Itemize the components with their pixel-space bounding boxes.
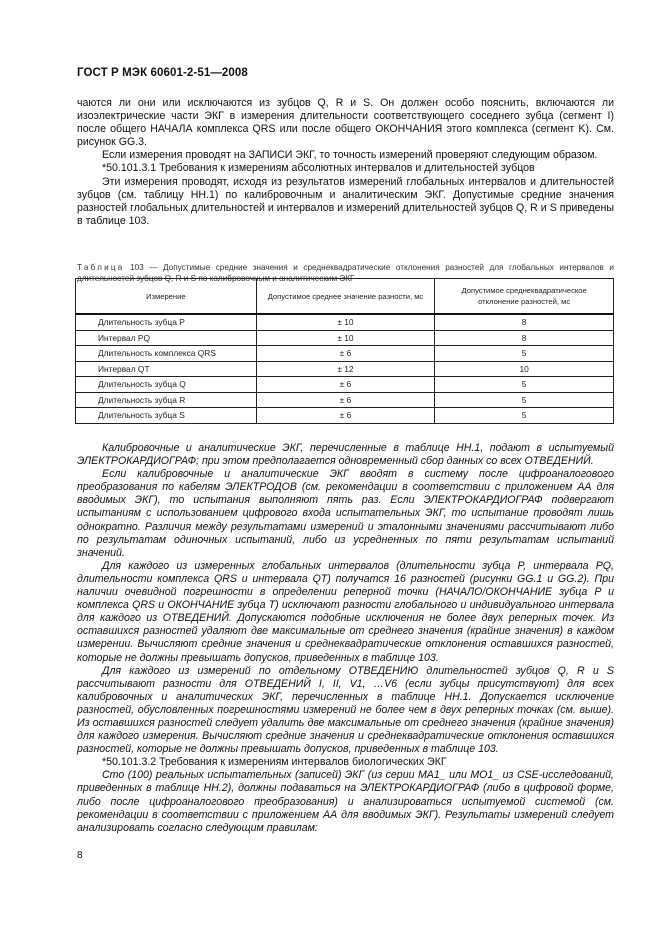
sd-cell: 8 bbox=[435, 330, 614, 346]
table-103 bbox=[75, 278, 614, 424]
column-header: Измерение bbox=[76, 279, 257, 315]
paragraph: Эти измерения проводят, исходя из результатов измерений глобальных интервалов и длительностей зубцов (см. таблицу НН.1) по калибровочным и аналитическим ЭКГ. Допустимые средние значения разностей глобальных длительностей и интервалов и измерений длительностей зубцов Q, R и S приведены в таблице 103. bbox=[77, 175, 614, 227]
mean-cell: ± 6 bbox=[256, 346, 435, 362]
measurement-cell: Интервал PQ bbox=[76, 330, 257, 346]
table-row bbox=[76, 408, 614, 424]
measurement-cell: Длительность комплекса QRS bbox=[76, 346, 257, 362]
table-header-row bbox=[76, 279, 614, 315]
table-row bbox=[76, 330, 614, 346]
sd-cell: 10 bbox=[435, 361, 614, 377]
sd-cell: 5 bbox=[435, 377, 614, 393]
measurement-cell: Длительность зубца S bbox=[76, 408, 257, 424]
paragraph: Для каждого из измеренных глобальных интервалов (длительности зубца P, интервала PQ, длительности комплекса QRS и интервала QT) получатся 16 разностей (рисунки GG.1 и GG.2). При наличии очевидной погрешности в определении реперной точки (НАЧАЛО/ОКОНЧАНИЕ зубца P и комплекса QRS и ОКОНЧАНИЕ зубца T) исключают разности глобального и индивидуального интервала для каждого из ОТВЕДЕНИЙ. Допускаются подобные исключения не более двух реперных точек. Из оставшихся разностей удаляют две максимальные от среднего значения (крайние значения) в каждом измерении. Вычисляют средние значения и среднеквадратические отклонения оставшихся разностей, которые не должны превышать допусков, приведенных в таблице 103. bbox=[77, 559, 614, 664]
column-header: Допустимое среднее значение разности, мс bbox=[256, 279, 435, 315]
section-heading: *50.101.3.2 Требования к измерениям интервалов биологических ЭКГ bbox=[102, 756, 447, 769]
paragraph: Сто (100) реальных испытательных (записей) ЭКГ (из серии MA1_ или MO1_ из CSE-исследований, приведенных в таблице НН.2), должны подаваться на ЭЛЕКТРОКАРДИОГРАФ (либо в цифровой форме, либо после цифроаналогового преобразования) и анализироваться испытуемой системой (см. рекомендации в соответствии с приложением АА для вводимых ЭКГ). Результаты измерений следует анализировать согласно следующим правилам: bbox=[77, 769, 614, 834]
mean-cell: ± 6 bbox=[256, 392, 435, 408]
paragraph: Калибровочные и аналитические ЭКГ, перечисленные в таблице НН.1, подают в испытуемый ЭЛЕКТРОКАРДИОГРАФ; при этом предполагается одновременный сбор данных со всех ОТВЕДЕНИЙ. bbox=[77, 442, 614, 468]
sd-cell: 5 bbox=[435, 408, 614, 424]
sd-cell: 5 bbox=[435, 392, 614, 408]
paragraph: Если калибровочные и аналитические ЭКГ вводят в систему после цифроаналогового преобразования по кабелям ЭЛЕКТРОДОВ (см. рекомендации в соответствии с приложением АА для вводимых ЭКГ), то испытания выполняют пять раз. Если ЭЛЕКТРОКАРДИОГРАФ подвергают испытаниям с использованием цифрового входа испытательных ЭКГ, то испытание проводят лишь однократно. Различия между результатами измерений и эталонными значениями рассчитывают либо по результатам одиночных испытаний, либо из усредненных по пяти результатам испытаний значений. bbox=[77, 468, 614, 559]
measurement-cell: Длительность зубца P bbox=[76, 314, 257, 330]
section-heading: *50.101.3.1 Требования к измерениям абсолютных интервалов и длительностей зубцов bbox=[102, 162, 535, 175]
table-caption-text: 103 — Допустимые средние значения и среднеквадратические отклонения разностей для глобальных интервалов и длительностей зубцов Q, R и S по калибровочным и аналитическим ЭКГ bbox=[77, 263, 614, 283]
mean-cell: ± 6 bbox=[256, 408, 435, 424]
mean-cell: ± 10 bbox=[256, 314, 435, 330]
sd-cell: 8 bbox=[435, 314, 614, 330]
page-number: 8 bbox=[77, 850, 83, 861]
column-header: Допустимое среднеквадратическое отклонение разностей, мс bbox=[435, 279, 614, 315]
table-row bbox=[76, 392, 614, 408]
paragraph: чаются ли они или исключаются из зубцов Q, R и S. Он должен особо пояснить, включаются ли изоэлектрические части ЭКГ в измерения длительности соответствующего соседнего зубца (сегмент I) после общего НАЧАЛА комплекса QRS или после общего ОКОНЧАНИЯ этого комплекса (сегмент K). См. рисунок GG.3. bbox=[77, 97, 614, 149]
measurement-cell: Длительность зубца R bbox=[76, 392, 257, 408]
table-caption-label: Таблица bbox=[77, 263, 125, 272]
top-text-block bbox=[77, 97, 614, 228]
table-row bbox=[76, 361, 614, 377]
paragraph: Для каждого из измерений по отдельному ОТВЕДЕНИЮ длительностей зубцов Q, R и S рассчитывают разности для ОТВЕДЕНИЙ I, II, V1, …V6 (если зубцы присутствуют) для всех калибровочных и аналитических ЭКГ, перечисленных в таблице НН.1. Допускается исключение разностей, обусловленных погрешностями измерений не более чем в двух реперных точках (см. выше). Из оставшихся разностей следует удалить две максимальные от среднего значения (крайние значения) для каждого измерения. Вычисляют средние значения и среднеквадратические отклонения оставшихся разностей, которые не должны превышать допусков, приведенных в таблице 103. bbox=[77, 664, 614, 756]
table-row bbox=[76, 314, 614, 330]
mean-cell: ± 12 bbox=[256, 361, 435, 377]
sd-cell: 5 bbox=[435, 346, 614, 362]
mean-cell: ± 10 bbox=[256, 330, 435, 346]
mean-cell: ± 6 bbox=[256, 377, 435, 393]
document-header: ГОСТ Р МЭК 60601-2-51—2008 bbox=[77, 67, 248, 79]
table-row bbox=[76, 377, 614, 393]
paragraph: Если измерения проводят на ЗАПИСИ ЭКГ, то точность измерений проверяют следующим образом. bbox=[102, 149, 598, 162]
measurement-cell: Длительность зубца Q bbox=[76, 377, 257, 393]
table-row bbox=[76, 346, 614, 362]
measurement-cell: Интервал QT bbox=[76, 361, 257, 377]
bottom-text-block bbox=[77, 442, 614, 835]
